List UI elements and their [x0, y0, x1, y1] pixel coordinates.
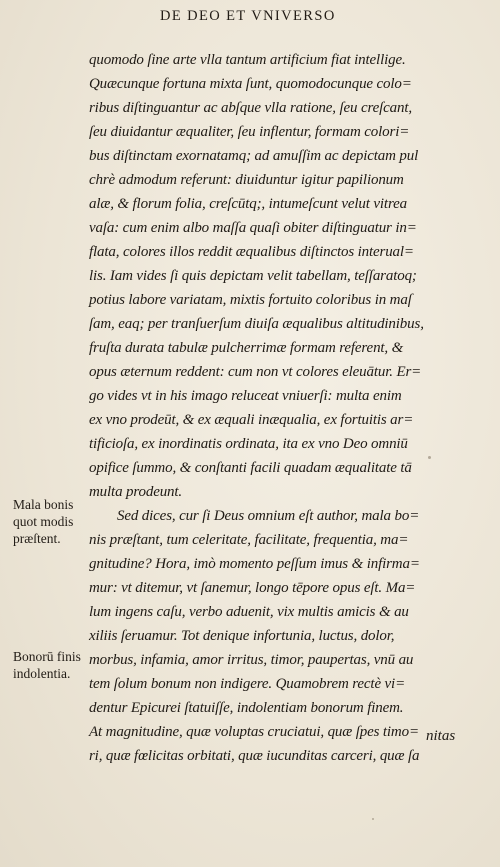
margin-note-line: Mala bonis	[13, 497, 74, 512]
text-line: Quæcunque fortuna mixta ſunt, quomodocunque colo=	[89, 76, 412, 92]
catchword: nitas	[426, 728, 456, 744]
text-line: opus æternum reddent: cum non vt colores eleuātur. Er=	[89, 364, 422, 380]
text-line: ribus diſtinguantur ac abſque vlla ratione, ſeu creſcant,	[89, 100, 412, 116]
text-line: tem ſolum bonum non indigere. Quamobrem rectè vi=	[89, 676, 406, 692]
text-line: Sed dices, cur ſi Deus omnium eſt author, mala bo=	[117, 508, 420, 524]
text-line: vaſa: cum enim albo maſſa quaſi obiter diſtinguatur in=	[89, 220, 417, 236]
text-line: mur: vt ditemur, vt ſanemur, longo tēpore opus eſt. Ma=	[89, 580, 416, 596]
text-line: dentur Epicurei ſtatuiſſe, indolentiam bonorum finem.	[89, 700, 404, 716]
margin-note-line: indolentia.	[13, 666, 71, 681]
text-line: multa prodeunt.	[89, 484, 183, 500]
running-head: DE DEO ET VNIVERSO	[160, 8, 336, 24]
margin-note-line: præſtent.	[13, 531, 61, 546]
text-line: xiliis ſeruamur. Tot denique infortunia, luctus, dolor,	[89, 628, 395, 644]
paper-speck	[428, 456, 431, 459]
text-line: morbus, infamia, amor irritus, timor, paupertas, vnū au	[89, 652, 414, 668]
text-line: opifice ſummo, & conſtanti facili quadam æqualitate tā	[89, 460, 412, 476]
text-line: lum ingens caſu, verbo aduenit, vix multis amicis & au	[89, 604, 409, 620]
main-text-block	[89, 48, 469, 768]
text-line: ex vno prodeūt, & ex æquali inæqualia, ex fortuitis ar=	[89, 412, 414, 428]
text-line: go vides vt in his imago reluceat vniuerſi: multa enim	[89, 388, 402, 404]
text-line: bus diſtinctam exornatamq; ad amuſſim ac depictam pul	[89, 148, 419, 164]
text-line: lis. Iam vides ſi quis depictam velit tabellam, teſſaratoq;	[89, 268, 417, 284]
text-line: chrè admodum referunt: diuiduntur igitur papilionum	[89, 172, 404, 188]
text-line: potius labore variatam, mixtis fortuito coloribus in maſ	[89, 292, 412, 308]
text-line: flata, colores illos reddit æqualibus diſtinctos interual=	[89, 244, 414, 260]
text-line: ri, quæ fœlicitas orbitati, quæ iucunditas carceri, quæ ſa	[89, 748, 420, 764]
margin-note-indolence	[13, 648, 93, 682]
margin-note-line: quot modis	[13, 514, 74, 529]
text-line: At magnitudine, quæ voluptas cruciatui, quæ ſpes timo=	[89, 724, 419, 740]
text-line: gnitudine? Hora, imò momento peſſum imus & infirma=	[89, 556, 420, 572]
margin-note-evils	[13, 496, 93, 547]
text-line: nis præſtant, tum celeritate, facilitate, frequentia, ma=	[89, 532, 409, 548]
text-line: tificioſa, ex inordinatis ordinata, ita ex vno Deo omniū	[89, 436, 408, 452]
text-line: ſam, eaq; per tranſuerſum diuiſa æqualibus altitudinibus,	[89, 316, 424, 332]
text-line: alæ, & florum folia, creſcūtq;, intumeſcunt velut vitrea	[89, 196, 407, 212]
text-line: quomodo ſine arte vlla tantum artificium fiat intellige.	[89, 52, 406, 68]
text-line: fruſta durata tabulæ pulcherrimæ formam referent, &	[89, 340, 404, 356]
paper-speck	[372, 818, 374, 820]
margin-note-line: Bonorū finis	[13, 649, 81, 664]
text-line: ſeu diuidantur æqualiter, ſeu inflentur, formam colori=	[89, 124, 410, 140]
